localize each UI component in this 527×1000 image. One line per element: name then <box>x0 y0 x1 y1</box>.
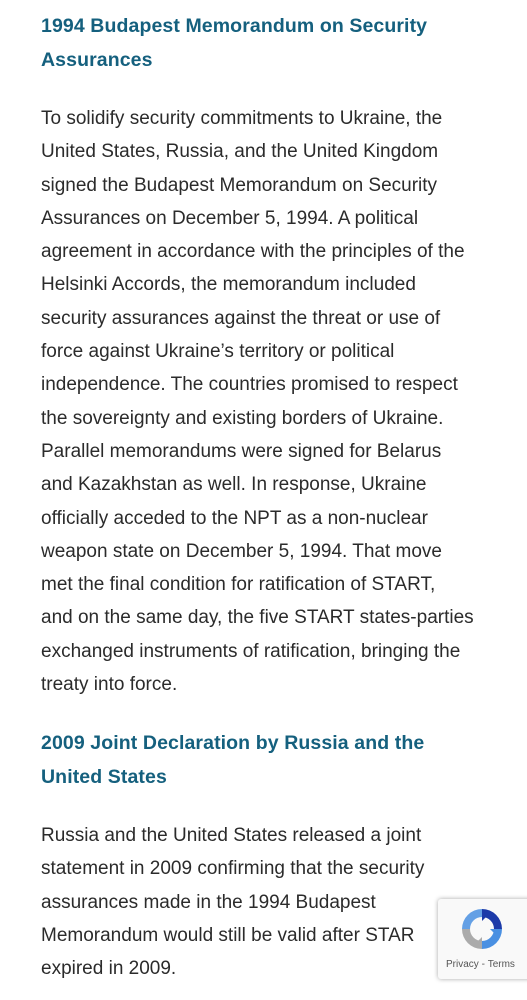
recaptcha-links <box>446 959 515 970</box>
paragraph-line: Assurances on December 5, 1994. A political <box>41 207 419 229</box>
paragraph-line: statement in 2009 confirming that the security <box>41 858 425 880</box>
paragraph-line: agreement in accordance with the principles of the <box>41 241 465 263</box>
paragraph-line: force against Ukraine’s territory or political <box>41 341 395 363</box>
paragraph-line: Helsinki Accords, the memorandum included <box>41 274 416 296</box>
paragraph-line: officially acceded to the NPT as a non-nuclear <box>41 507 428 529</box>
paragraph-line: weapon state on December 5, 1994. That move <box>41 540 443 562</box>
link-separator: - <box>481 959 485 970</box>
paragraph-line: treaty into force. <box>41 674 178 696</box>
privacy-link[interactable]: Privacy <box>446 959 479 970</box>
section-paragraph <box>41 102 474 701</box>
section-heading <box>41 727 424 794</box>
paragraph-line: Parallel memorandums were signed for Belarus <box>41 440 442 462</box>
section-paragraph <box>41 819 424 985</box>
paragraph-line: exchanged instruments of ratification, bringing the <box>41 640 461 662</box>
paragraph-line: and Kazakhstan as well. In response, Ukraine <box>41 474 427 496</box>
paragraph-line: signed the Budapest Memorandum on Security <box>41 174 438 196</box>
paragraph-line: assurances made in the 1994 Budapest <box>41 891 376 913</box>
paragraph-line: security assurances against the threat or use of <box>41 307 441 329</box>
heading-line: Assurances <box>41 48 153 71</box>
recaptcha-badge[interactable] <box>438 899 527 979</box>
paragraph-line: independence. The countries promised to respect <box>41 374 458 396</box>
paragraph-line: Russia and the United States released a joint <box>41 825 422 846</box>
paragraph-line: United States, Russia, and the United Kingdom <box>41 141 439 163</box>
heading-line: 1994 Budapest Memorandum on Security <box>41 15 428 37</box>
paragraph-line: Memorandum would still be valid after STAR <box>41 924 415 946</box>
paragraph-line: met the final condition for ratification of START, <box>41 574 436 596</box>
terms-link[interactable]: Terms <box>487 959 515 970</box>
paragraph-line: and on the same day, the five START states-parties <box>41 607 474 629</box>
recaptcha-logo-icon <box>458 905 506 953</box>
heading-line: United States <box>41 765 167 788</box>
paragraph-line: To solidify security commitments to Ukraine, the <box>41 108 443 129</box>
section-heading <box>41 10 427 77</box>
paragraph-line: expired in 2009. <box>41 958 177 980</box>
heading-line: 2009 Joint Declaration by Russia and the <box>41 732 425 754</box>
paragraph-line: the sovereignty and existing borders of Ukraine. <box>41 407 444 429</box>
